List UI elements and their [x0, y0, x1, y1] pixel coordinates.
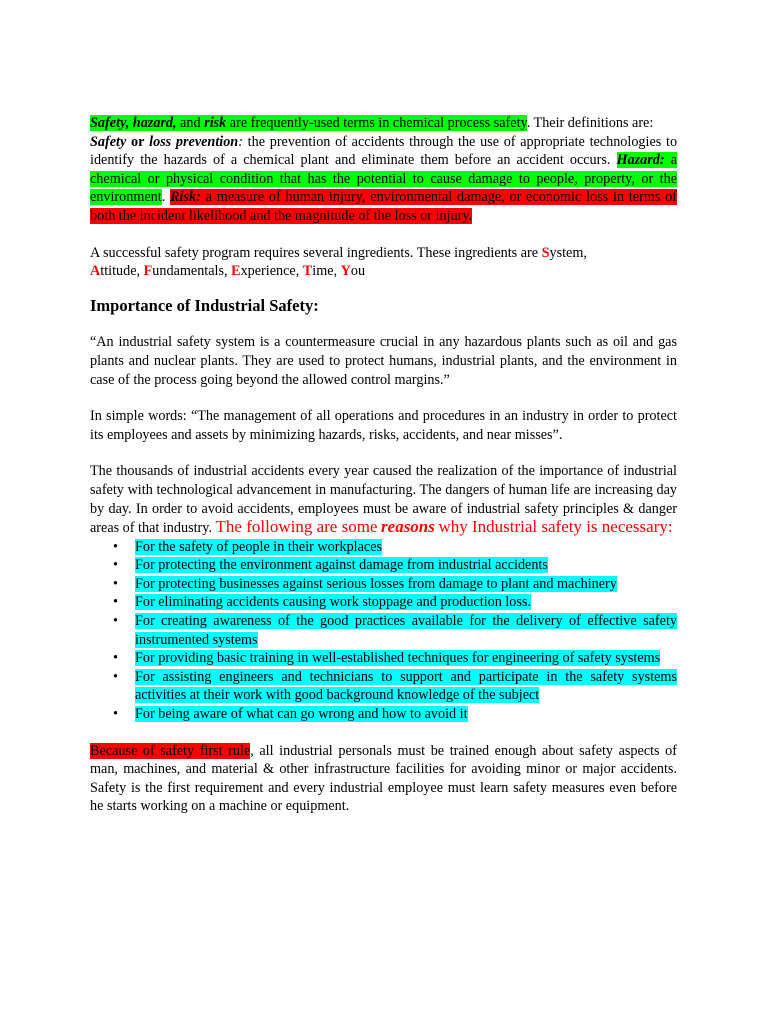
- bullet: •: [113, 706, 118, 723]
- bullet: •: [113, 594, 118, 611]
- safety-definition: the prevention of accidents through the use of appropriate technologies to identify the hazards of a chemical plant and eliminate them before an accident occurs.: [90, 133, 678, 169]
- bullet: •: [113, 613, 118, 630]
- ingredient-letter-s: S: [541, 244, 550, 261]
- following-text-b: why Industrial safety is necessary:: [438, 517, 673, 537]
- intro-terms: Safety, hazard,: [90, 115, 177, 131]
- risk-highlight: [90, 189, 677, 224]
- intro-rest-highlight: are frequently-used terms in chemical process safety: [229, 115, 527, 131]
- ingredients-paragraph: [90, 244, 677, 281]
- following-text-a: The following are some: [215, 517, 378, 537]
- ingredient-rest-y: ou: [350, 263, 366, 280]
- reason-text: For protecting the environment against damage from industrial accidents: [135, 557, 548, 574]
- risk-definition: a measure of human injury, environmental damage, or economic loss in terms of both the incident likelihood and the magnitude of the loss or injury.: [90, 189, 678, 224]
- risk-term: Risk:: [170, 189, 201, 206]
- list-item: [90, 705, 677, 724]
- bullet: •: [113, 575, 118, 592]
- list-item: [90, 668, 677, 705]
- reason-text: For assisting engineers and technicians to support and participate in the safety systems activities at their work with good background knowledge of the subject: [135, 668, 677, 704]
- thousands-text: The thousands of industrial accidents every year caused the realization of the importance of industrial safety with technological advancement in manufacturing. The dangers of human life are increasing day by day. In order to avoid accidents, employees must be aware of industrial safety principles & danger areas of that industry.: [90, 463, 677, 537]
- intro-rest-plain: . Their definitions are:: [526, 115, 654, 131]
- intro-and: and: [180, 115, 201, 131]
- ingredient-rest-e: xperience,: [240, 263, 300, 280]
- hazard-term: Hazard:: [616, 152, 665, 169]
- or-word: or: [130, 133, 145, 150]
- colon: :: [238, 133, 243, 150]
- closing-highlight: Because of safety first rule: [90, 742, 251, 759]
- reason-text: For eliminating accidents causing work stoppage and production loss.: [135, 594, 531, 611]
- closing-paragraph: [90, 742, 677, 816]
- intro-paragraph: [90, 114, 677, 133]
- reasons-word: reasons: [381, 517, 435, 537]
- safety-term: Safety: [90, 133, 127, 150]
- ingredient-letter-a: A: [90, 263, 101, 280]
- reasons-list: [90, 538, 677, 724]
- reason-text: For creating awareness of the good practices available for the delivery of effective safety instrumented systems: [135, 613, 677, 648]
- list-item: [90, 649, 677, 668]
- ingredient-rest-a: ttitude,: [100, 263, 141, 280]
- reason-text: For protecting businesses against serious losses from damage to plant and machinery: [135, 575, 617, 592]
- section-heading: Importance of Industrial Safety:: [90, 295, 319, 315]
- definitions-paragraph: [90, 133, 677, 226]
- ingredient-letter-t: T: [302, 263, 313, 280]
- ingredient-letter-f: F: [143, 263, 153, 280]
- quote-paragraph: “An industrial safety system is a countermeasure crucial in any hazardous plants such as oil and gas plants and nuclear plants. They are used to protect humans, industrial plants, and the environment in case of the process going beyond the allowed control margins.”: [90, 334, 677, 388]
- list-item: [90, 556, 677, 575]
- thousands-paragraph: [90, 462, 677, 537]
- reason-text: For providing basic training in well-established techniques for engineering of safety systems: [135, 650, 661, 667]
- bullet: •: [113, 538, 118, 555]
- bullet: •: [113, 650, 118, 667]
- list-item: [90, 593, 677, 612]
- document-content: [90, 114, 677, 816]
- ingredient-rest-f: undamentals,: [152, 263, 228, 280]
- reason-text: For being aware of what can go wrong and how to avoid it: [135, 706, 468, 723]
- loss-term: loss prevention: [149, 133, 239, 150]
- ingredients-intro: A successful safety program requires several ingredients. These ingredients are: [90, 244, 539, 261]
- ingredient-letter-e: E: [231, 263, 241, 280]
- simple-words-paragraph: In simple words: “The management of all operations and procedures in an industry in order to protect its employees and assets by minimizing hazards, risks, accidents, and near misses”.: [90, 408, 677, 443]
- ingredient-rest-s: ystem,: [549, 244, 587, 261]
- list-item: [90, 575, 677, 594]
- intro-highlight: [90, 115, 527, 131]
- bullet: •: [113, 668, 118, 685]
- hazard-end: .: [161, 189, 166, 206]
- ingredient-rest-t: ime,: [312, 263, 338, 280]
- reason-text: For the safety of people in their workplaces: [135, 538, 383, 555]
- list-item: [90, 538, 677, 557]
- hazard-definition: a chemical or physical condition that has the potential to cause damage to people, property, or the environment: [90, 152, 678, 206]
- list-item: [90, 612, 677, 649]
- ingredient-letter-y: Y: [340, 263, 351, 280]
- closing-text: , all industrial personals must be trained enough about safety aspects of man, machines, and material & other infrastructure facilities for avoiding minor or major accidents. Safety is the first requirement and every industrial employee must learn safety measures even before he starts working on a machine or equipment.: [90, 742, 677, 815]
- bullet: •: [113, 557, 118, 574]
- intro-risk: risk: [204, 115, 227, 131]
